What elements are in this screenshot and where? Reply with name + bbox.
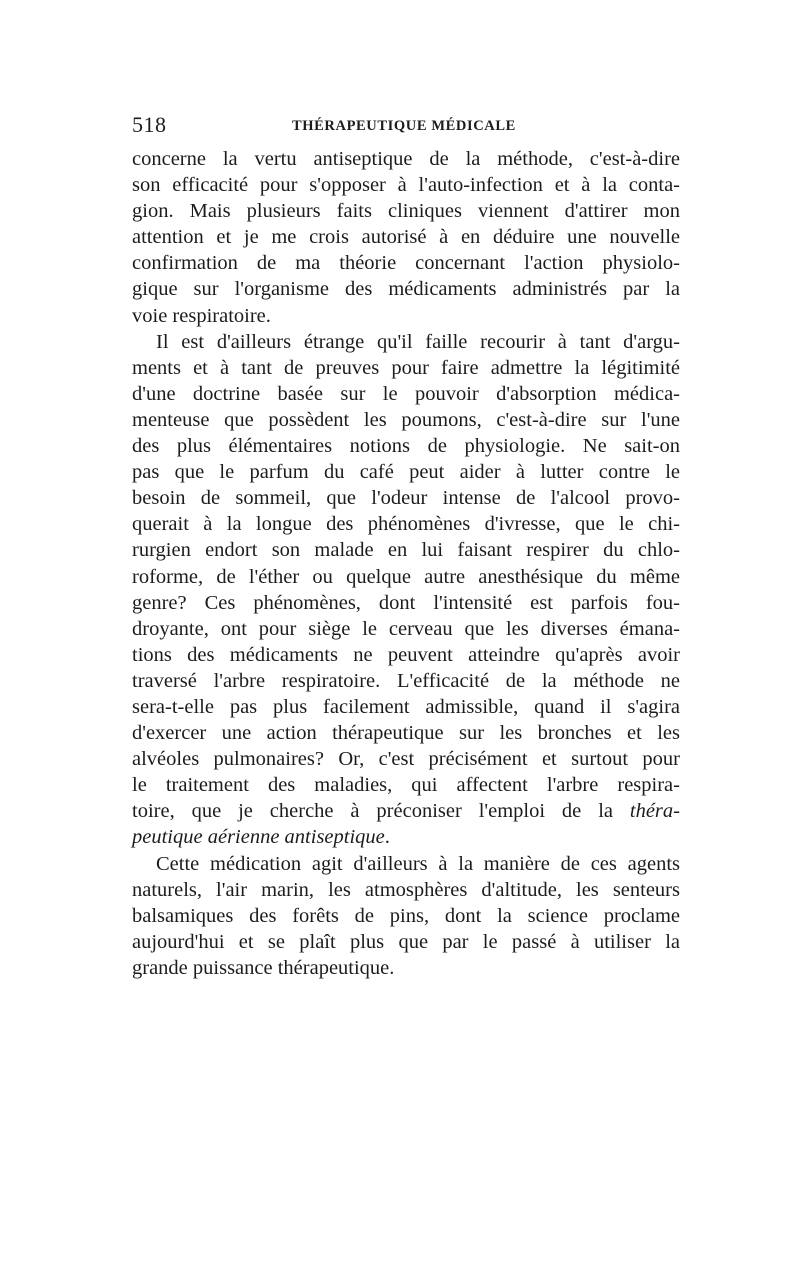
text-line: confirmation de ma théorie concernant l'action physiolo- (132, 252, 680, 275)
text-line: attention et je me crois autorisé à en déduire une nouvelle (132, 226, 680, 249)
text-line: droyante, ont pour siège le cerveau que les diverses émana- (132, 617, 680, 640)
text-line: d'exercer une action thérapeutique sur les bronches et les (132, 722, 680, 745)
text-line: querait à la longue des phénomènes d'ivresse, que le chi- (132, 513, 680, 536)
text-line: le traitement des maladies, qui affectent l'arbre respira- (132, 774, 680, 797)
body-text (132, 146, 680, 981)
text-line: roforme, de l'éther ou quelque autre anesthésique du même (132, 565, 680, 588)
text-line: naturels, l'air marin, les atmosphères d'altitude, les senteurs (132, 878, 680, 901)
text-line: traversé l'arbre respiratoire. L'efficacité de la méthode ne (132, 669, 680, 692)
text-line: des plus élémentaires notions de physiologie. Ne sait-on (132, 435, 680, 458)
text-line-italic (132, 824, 680, 850)
text-segment: toire, que je cherche à préconiser l'emploi de la (132, 800, 613, 823)
page-number: 518 (132, 112, 167, 137)
paragraph-1 (132, 146, 680, 329)
text-line: aujourd'hui et se plaît plus que par le passé à utiliser la (132, 930, 680, 953)
text-line: sera-t-elle pas plus facilement admissible, quand il s'agira (132, 695, 680, 718)
header-title: THÉRAPEUTIQUE MÉDICALE (292, 118, 516, 134)
paragraph-3 (132, 851, 680, 981)
text-line: gion. Mais plusieurs faits cliniques viennent d'attirer mon (132, 200, 680, 223)
text-line: rurgien endort son malade en lui faisant respirer du chlo- (132, 539, 680, 562)
text-line: voie respiratoire. (132, 304, 271, 327)
text-line: gique sur l'organisme des médicaments administrés par la (132, 278, 680, 301)
text-line: Il est d'ailleurs étrange qu'il faille recourir à tant d'argu- (156, 330, 680, 353)
text-line: tions des médicaments ne peuvent atteindre qu'après avoir (132, 643, 680, 666)
text-line-with-italic (132, 798, 680, 824)
text-segment: . (384, 826, 390, 849)
text-line: grande puissance thérapeutique. (132, 956, 395, 979)
text-line: menteuse que possèdent les poumons, c'est-à-dire sur l'une (132, 408, 680, 431)
text-line: ments et à tant de preuves pour faire admettre la légitimité (132, 356, 680, 379)
text-line: concerne la vertu antiseptique de la méthode, c'est-à-dire (132, 148, 680, 170)
paragraph-2 (132, 329, 680, 851)
italic-term: théra- (629, 800, 680, 823)
text-line: balsamiques des forêts de pins, dont la science proclame (132, 904, 680, 927)
text-line: alvéoles pulmonaires? Or, c'est précisément et surtout pour (132, 748, 680, 771)
text-line: d'une doctrine basée sur le pouvoir d'absorption médica- (132, 382, 680, 405)
text-line: son efficacité pour s'opposer à l'auto-infection et à la conta- (132, 174, 680, 197)
text-line: besoin de sommeil, que l'odeur intense de l'alcool provo- (132, 487, 680, 510)
italic-term: peutique aérienne antiseptique (132, 826, 385, 849)
text-line: genre? Ces phénomènes, dont l'intensité est parfois fou- (132, 591, 680, 614)
text-line: pas que le parfum du café peut aider à lutter contre le (132, 461, 680, 484)
text-line: Cette médication agit d'ailleurs à la manière de ces agents (156, 852, 680, 875)
running-header (132, 112, 680, 142)
